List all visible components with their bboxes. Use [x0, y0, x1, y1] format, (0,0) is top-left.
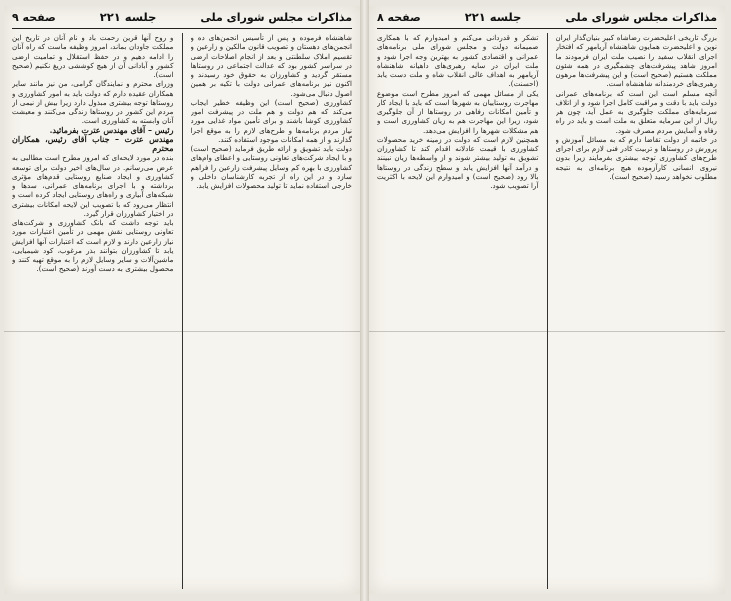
book-gutter — [360, 0, 369, 601]
left-page-column-1 — [191, 33, 353, 589]
paragraph: یکی از مسائل مهمی که امروز مطرح است موضوع مهاجرت روستاییان به شهرها است که باید با ایجاد کار و تأمین امکانات رفاهی در روستاها از آن جلوگیری شود، زیرا این مهاجرت هم به زیان کشاورزی است و هم مشکلات شهرها را افزایش می‌دهد. — [377, 88, 539, 135]
paragraph: همچنین لازم است که دولت در زمینه خرید محصولات کشاورزی با قیمت عادلانه اقدام کند تا کشاورزان تشویق به تولید بیشتر شوند و از واسطه‌ها زیان نبینند و درآمد آنها افزایش یابد و سطح زندگی در روستاها بالا رود (صحیح است) و امیدوارم این لایحه با اکثریت آرا تصویب شود. — [377, 134, 539, 190]
column-divider — [547, 33, 548, 589]
speaker-line: رئیس – آقای مهندس عترت بفرمائید. — [49, 124, 174, 135]
left-page-column-2 — [12, 33, 174, 589]
paragraph: شاهنشاه فرموده و پس از تأسیس انجمن‌های ده و انجمن‌های دهستان و تصویب قانون مالکین و زارعین و تقسیم املاک سلطنتی و بعد از انجام اصلاحات ارضی در سراسر کشور بود که عدالت اجتماعی در روستاها مستقر گردید و کشاورزان به حقوق خود رسیدند و اکنون نیز برنامه‌های عمرانی دولت با تکیه بر همین اصول دنبال می‌شود. — [190, 33, 352, 98]
right-page-number: صفحه ۸ — [377, 11, 421, 24]
right-page-column-1 — [556, 33, 718, 589]
page-fold-line — [369, 331, 725, 332]
paragraph: در خاتمه از دولت تقاضا دارم که به مسائل آموزش و پرورش در روستاها و تربیت کادر فنی لازم برای اجرای طرح‌های کشاورزی توجه بیشتری بفرمایند زیرا بدون نیروی انسانی کارآزموده هیچ برنامه‌ای به نتیجه مطلوب نخواهد رسید (صحیح است). — [555, 134, 717, 181]
paragraph: تشکر و قدردانی می‌کنم و امیدوارم که با همکاری صمیمانه دولت و مجلس شورای ملی برنامه‌های عمرانی و اقتصادی کشور به بهترین وجه اجرا شود و ملت ایران در سایه رهبری‌های داهیانه شاهنشاه آریامهر به اهداف عالی انقلاب شاه و ملت دست یابد (احسنت). — [377, 33, 539, 89]
paragraph: باید توجه داشت که بانک کشاورزی و شرکت‌های تعاونی روستایی نقش مهمی در تأمین اعتبارات مورد نیاز زارعین دارند و لازم است که اعتبارات آنها افزایش یابد تا کشاورزان بتوانند بذر مرغوب، کود شیمیایی، ماشین‌آلات و سایر وسایل لازم را به موقع تهیه کنند و محصول بیشتری به دست آورند (صحیح است). — [12, 218, 174, 274]
left-page-number: صفحه ۹ — [12, 11, 56, 24]
left-page-session: جلسه ۲۲۱ — [99, 10, 157, 24]
paragraph: بزرگ تاریخی اعلیحضرت رضاشاه کبیر بنیان‌گذار ایران نوین و اعلیحضرت همایون شاهنشاه آریامهر که افتخار اجرای انقلاب سفید را نصیب ملت ایران فرمودند ما امروز شاهد پیشرفت‌های چشمگیری در همه شئون مملکت هستیم (صحیح است) و این پیشرفت‌ها مرهون رهبری‌های خردمندانه شاهنشاه است. — [555, 33, 717, 89]
right-page — [369, 6, 725, 594]
right-page-session: جلسه ۲۲۱ — [464, 10, 522, 24]
paragraph: بنده در مورد لایحه‌ای که امروز مطرح است مطالبی به عرض می‌رسانم. در سال‌های اخیر دولت برای توسعه کشاورزی و ایجاد صنایع روستایی قدم‌های مؤثری برداشته و با اجرای برنامه‌های عمرانی، سدها و شبکه‌های آبیاری و راه‌های روستایی ایجاد کرده است و انتظار می‌رود که با تصویب این لایحه امکانات بیشتری در اختیار کشاورزان قرار گیرد. — [12, 153, 174, 218]
paragraph: وزرای محترم و نمایندگان گرامی، من نیز مانند سایر همکاران عقیده دارم که دولت باید به امور کشاورزی و روستاها توجه بیشتری مبذول دارد زیرا بیش از نیمی از مردم این کشور در روستاها زندگی می‌کنند و معیشت آنان وابسته به کشاورزی است. — [12, 79, 174, 126]
paragraph: آنچه مسلم است این است که برنامه‌های عمرانی دولت باید با دقت و مراقبت کامل اجرا شود و از اتلاف سرمایه‌های مملکت جلوگیری به عمل آید، چون هر ریال از این سرمایه متعلق به ملت است و باید در راه رفاه و آسایش مردم مصرف شود. — [555, 88, 717, 135]
right-page-columns — [377, 33, 717, 589]
right-page-column-2 — [377, 33, 539, 589]
paragraph: کشاورزی (صحیح است) این وظیفه خطیر ایجاب می‌کند که هم دولت و هم ملت در پیشرفت امور کشاورزی کوشا باشند و برای تأمین مواد غذایی مورد نیاز مردم برنامه‌ها و طرح‌های لازم را به موقع اجرا گذارند و از همه امکانات موجود استفاده کنند. — [190, 97, 352, 144]
column-divider — [182, 33, 183, 589]
paragraph: و روح آنها قرین رحمت باد و نام آنان در تاریخ این مملکت جاودان بماند، امروز وظیفه ماست که راه آنان را ادامه دهیم و در حفظ استقلال و تمامیت ارضی کشور و آبادانی آن از هیچ کوششی دریغ نکنیم (صحیح است). — [12, 33, 174, 79]
left-page-header — [12, 10, 352, 29]
speaker-line: مهندس عترت – جناب آقای رئیس، همکاران محترم — [12, 133, 174, 153]
right-page-title: مذاکرات مجلس شورای ملی — [565, 11, 717, 24]
left-page — [4, 6, 360, 594]
right-page-header — [377, 10, 717, 29]
left-page-title: مذاکرات مجلس شورای ملی — [200, 11, 352, 24]
left-page-columns — [12, 33, 352, 589]
paragraph: دولت باید تشویق و ارائه طریق فرماید (صحیح است) و با ایجاد شرکت‌های تعاونی روستایی و اعطای وام‌های کشاورزی با بهره کم وسایل پیشرفت زارعین را فراهم سازد و در این راه از تجربه کارشناسان داخلی و خارجی استفاده نماید تا تولید محصولات افزایش یابد. — [190, 144, 352, 190]
page-fold-line — [4, 331, 360, 332]
